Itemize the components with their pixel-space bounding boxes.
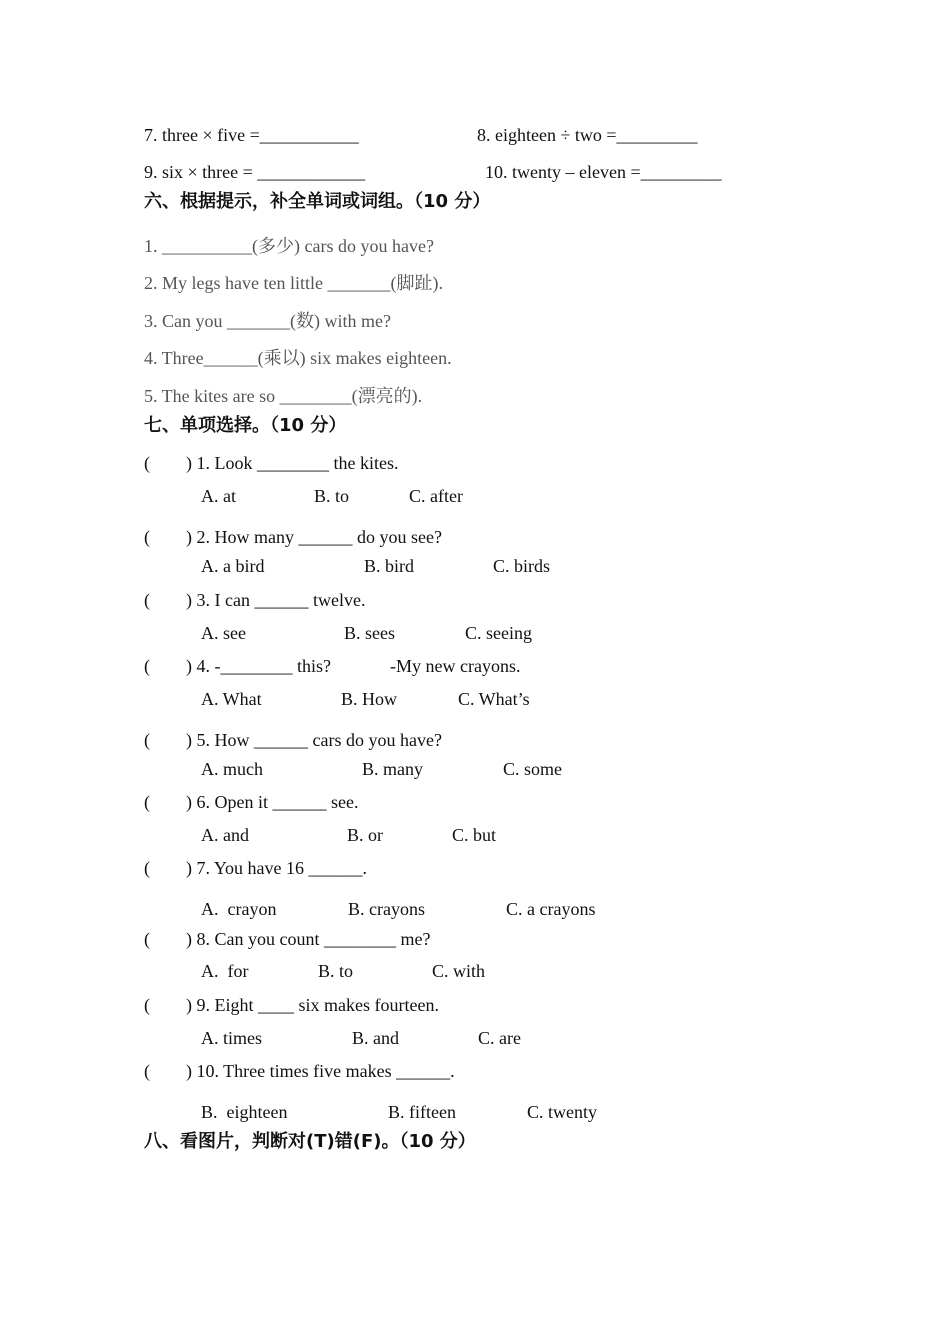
option-b: B. to <box>314 486 350 506</box>
section-7-heading: 七、单项选择。（10 分） <box>144 415 347 436</box>
option-c: C. What’s <box>458 689 530 709</box>
option-a: A. see <box>201 623 246 643</box>
option-b: B. sees <box>344 623 395 643</box>
option-b: B. How <box>341 689 398 709</box>
question-stem: ( ) 3. I can ______ twelve. <box>144 590 366 610</box>
option-c: C. a crayons <box>506 899 596 919</box>
option-b: B. or <box>347 825 383 845</box>
option-c: C. with <box>432 961 486 981</box>
option-a: A. crayon <box>201 899 277 919</box>
option-b: B. many <box>362 759 423 779</box>
question-stem: ( ) 1. Look ________ the kites. <box>144 453 399 473</box>
option-b: B. crayons <box>348 899 425 919</box>
option-c: C. are <box>478 1028 521 1048</box>
math-item-7: 7. three × five =___________ <box>144 125 359 145</box>
math-item-9: 9. six × three = ____________ <box>144 162 366 182</box>
option-c: C. twenty <box>527 1102 597 1122</box>
option-a: B. eighteen <box>201 1102 288 1122</box>
question-stem: ( ) 7. You have 16 ______. <box>144 858 367 878</box>
question-stem: ( ) 8. Can you count ________ me? <box>144 929 431 949</box>
question-stem: ( ) 9. Eight ____ six makes fourteen. <box>144 995 439 1015</box>
fill-item-3: 3. Can you _______(数) with me? <box>144 311 391 331</box>
option-c: C. some <box>503 759 563 779</box>
option-a: A. at <box>201 486 236 506</box>
option-a: A. What <box>201 689 262 709</box>
fill-item-1: 1. __________(多少) cars do you have? <box>144 236 434 256</box>
question-stem: ( ) 6. Open it ______ see. <box>144 792 359 812</box>
question-stem: ( ) 4. -________ this? <box>144 656 331 676</box>
math-item-10: 10. twenty – eleven =_________ <box>485 162 722 182</box>
question-stem: ( ) 10. Three times five makes ______. <box>144 1061 455 1081</box>
question-stem: ( ) 2. How many ______ do you see? <box>144 527 442 547</box>
fill-item-5: 5. The kites are so ________(漂亮的). <box>144 386 423 406</box>
option-c: C. after <box>409 486 463 506</box>
section-8-heading: 八、看图片，判断对(T)错(F)。（10 分） <box>144 1131 476 1152</box>
fill-item-4: 4. Three______(乘以) six makes eighteen. <box>144 348 452 368</box>
option-a: A. much <box>201 759 263 779</box>
question-stem: ( ) 5. How ______ cars do you have? <box>144 730 442 750</box>
math-item-8: 8. eighteen ÷ two =_________ <box>477 125 698 145</box>
option-b: B. fifteen <box>388 1102 456 1122</box>
option-c: C. but <box>452 825 497 845</box>
fill-item-2: 2. My legs have ten little _______(脚趾). <box>144 273 443 293</box>
option-b: B. to <box>318 961 354 981</box>
option-a: A. times <box>201 1028 262 1048</box>
question-answer-line: -My new crayons. <box>390 656 521 676</box>
option-c: C. seeing <box>465 623 532 643</box>
option-a: A. for <box>201 961 249 981</box>
option-a: A. a bird <box>201 556 265 576</box>
option-c: C. birds <box>493 556 551 576</box>
option-b: B. bird <box>364 556 415 576</box>
option-a: A. and <box>201 825 249 845</box>
section-6-heading: 六、根据提示，补全单词或词组。（10 分） <box>144 191 491 212</box>
option-b: B. and <box>352 1028 399 1048</box>
